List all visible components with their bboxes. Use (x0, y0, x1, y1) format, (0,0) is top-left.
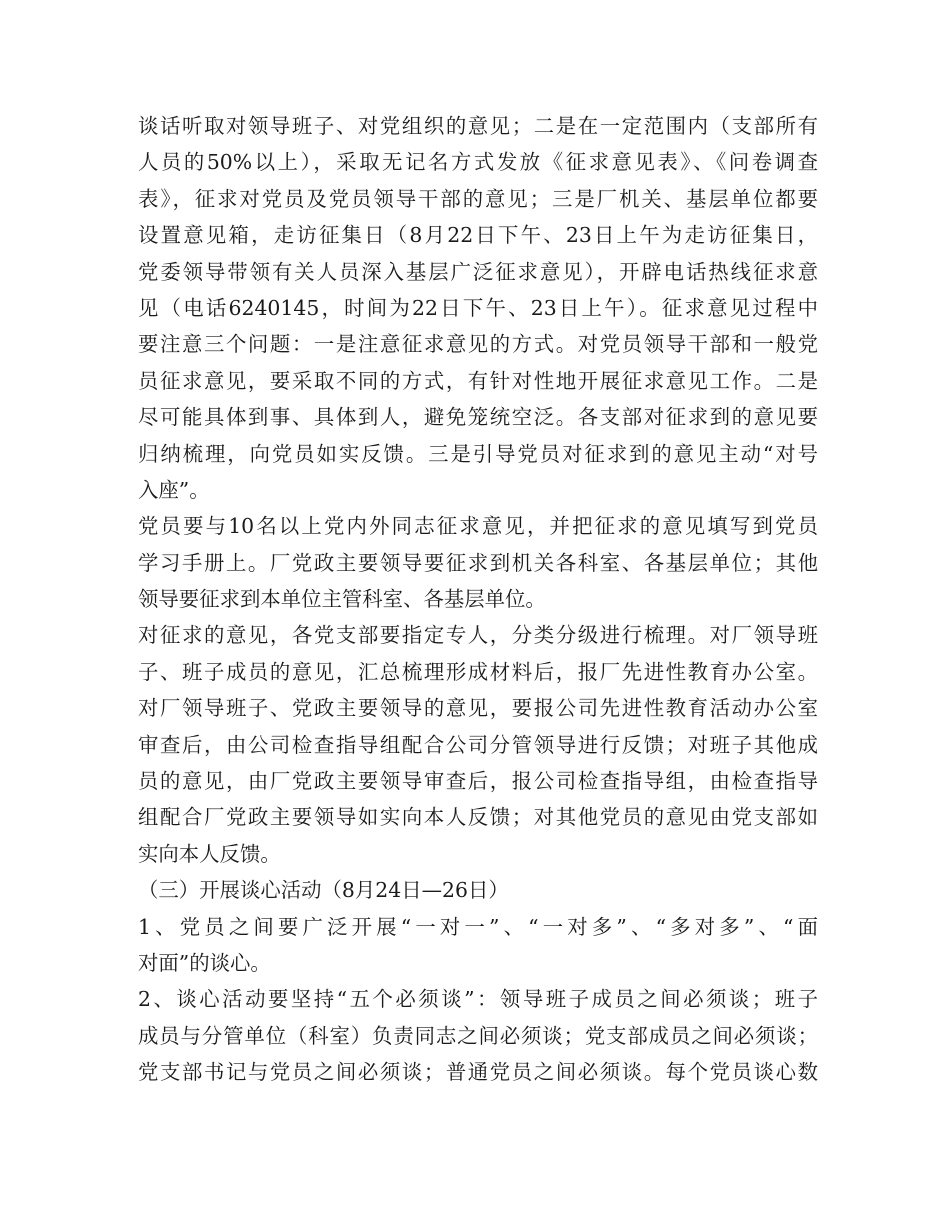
text-line: 入座”。 (138, 477, 210, 502)
text-line: 要注意三个问题：一是注意征求意见的方式。对党员领导干部和一般党 (138, 332, 818, 357)
text-line: 实向本人反馈。 (138, 841, 281, 866)
section-heading-heart-to-heart (138, 872, 818, 908)
paragraph-feedback-process (138, 617, 818, 872)
text-line: 对厂领导班子、党政主要领导的意见，要报公司先进性教育活动办公室 (138, 696, 818, 721)
paragraph-member-requirements (138, 508, 818, 617)
text-line: 组配合厂党政主要领导如实向本人反馈；对其他党员的意见由党支部如 (138, 805, 818, 830)
text-line: 党支部书记与党员之间必须谈；普通党员之间必须谈。每个党员谈心数 (138, 1060, 818, 1085)
text-line: 2、谈心活动要坚持“五个必须谈”：领导班子成员之间必须谈；班子 (138, 987, 818, 1012)
text-line: 尽可能具体到事、具体到人，避免笼统空泛。各支部对征求到的意见要 (138, 405, 818, 430)
text-line: 员征求意见，要采取不同的方式，有针对性地开展征求意见工作。二是 (138, 368, 818, 393)
text-line: 对面”的谈心。 (138, 950, 271, 975)
text-line: 设置意见箱，走访征集日（8月22日下午、23日上午为走访征集日， (138, 223, 818, 248)
section-heading-text: （三）开展谈心活动（8月24日—26日） (138, 878, 509, 903)
text-line: 谈话听取对领导班子、对党组织的意见；二是在一定范围内（支部所有 (138, 114, 818, 138)
text-line: 党员要与10名以上党内外同志征求意见，并把征求的意见填写到党员 (138, 514, 818, 539)
text-line: 人员的50%以上），采取无记名方式发放《征求意见表》、《问卷调查 (138, 150, 818, 175)
text-line: 归纳梳理，向党员如实反馈。三是引导党员对征求到的意见主动“对号 (138, 441, 818, 466)
paragraph-soliciting-methods (138, 108, 818, 508)
text-line: 学习手册上。厂党政主要领导要征求到机关各科室、各基层单位；其他 (138, 550, 818, 575)
text-line: 对征求的意见，各党支部要指定专人，分类分级进行梳理。对厂领导班 (138, 623, 818, 648)
document-body (138, 108, 818, 1091)
text-line: 成员与分管单位（科室）负责同志之间必须谈；党支部成员之间必须谈； (138, 1023, 818, 1048)
text-line: 1、党员之间要广泛开展“一对一”、“一对多”、“多对多”、“面 (138, 914, 818, 939)
text-line: 表》，征求对党员及党员领导干部的意见；三是厂机关、基层单位都要 (138, 186, 818, 211)
list-item-2 (138, 981, 818, 1090)
text-line: 员的意见，由厂党政主要领导审查后，报公司检查指导组，由检查指导 (138, 769, 818, 794)
text-line: 审查后，由公司检查指导组配合公司分管领导进行反馈；对班子其他成 (138, 732, 818, 757)
text-line: 子、班子成员的意见，汇总梳理形成材料后，报厂先进性教育办公室。 (138, 659, 818, 684)
text-line: 党委领导带领有关人员深入基层广泛征求意见），开辟电话热线征求意 (138, 259, 818, 284)
list-item-1 (138, 909, 818, 982)
text-line: 领导要征求到本单位主管科室、各基层单位。 (138, 587, 546, 612)
text-line: 见（电话6240145，时间为22日下午、23日上午）。征求意见过程中 (138, 295, 818, 320)
